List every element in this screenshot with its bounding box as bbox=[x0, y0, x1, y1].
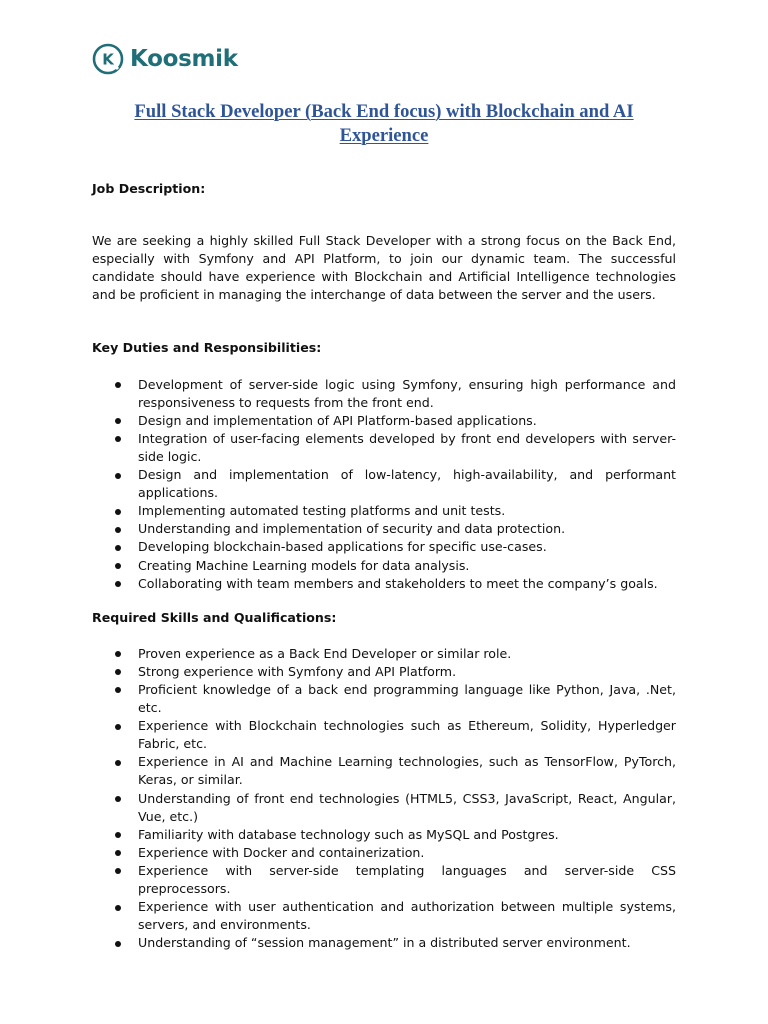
bullet-icon bbox=[115, 868, 121, 874]
list-item: Developing blockchain-based applications for specific use-cases. bbox=[92, 538, 676, 556]
list-item: Design and implementation of low-latency, high-availability, and performant applications. bbox=[92, 466, 676, 502]
brand-name: Koosmik bbox=[130, 46, 238, 72]
bullet-icon bbox=[115, 563, 121, 569]
bullet-icon bbox=[115, 760, 121, 766]
bullet-icon bbox=[115, 724, 121, 730]
list-item: Experience in AI and Machine Learning technologies, such as TensorFlow, PyTorch, Keras, or similar. bbox=[92, 753, 676, 789]
list-item: Proficient knowledge of a back end programming language like Python, Java, .Net, etc. bbox=[92, 681, 676, 717]
bullet-icon bbox=[115, 436, 121, 442]
bullet-icon bbox=[115, 687, 121, 693]
bullet-icon bbox=[115, 473, 121, 479]
bullet-icon bbox=[115, 418, 121, 424]
skills-list bbox=[92, 645, 676, 953]
list-item: Integration of user-facing elements developed by front end developers with server-side logic. bbox=[92, 430, 676, 466]
duties-heading: Key Duties and Responsibilities: bbox=[92, 340, 322, 356]
bullet-icon bbox=[115, 545, 121, 551]
koosmik-logo bbox=[92, 42, 238, 76]
bullet-icon bbox=[115, 382, 121, 388]
svg-text:K: K bbox=[102, 50, 114, 69]
skills-heading: Required Skills and Qualifications: bbox=[92, 609, 337, 625]
list-item: Development of server-side logic using Symfony, ensuring high performance and responsiveness to requests from the front end. bbox=[92, 376, 676, 412]
bullet-icon bbox=[115, 509, 121, 515]
list-item: Design and implementation of API Platform-based applications. bbox=[92, 412, 676, 430]
bullet-icon bbox=[115, 796, 121, 802]
list-item: Creating Machine Learning models for data analysis. bbox=[92, 557, 676, 575]
bullet-icon bbox=[115, 651, 121, 657]
bullet-icon bbox=[115, 850, 121, 856]
list-item: Understanding of front end technologies (HTML5, CSS3, JavaScript, React, Angular, Vue, etc.) bbox=[92, 790, 676, 826]
list-item: Experience with server-side templating languages and server-side CSS preprocessors. bbox=[92, 862, 676, 898]
list-item: Experience with Blockchain technologies such as Ethereum, Solidity, Hyperledger Fabric, etc. bbox=[92, 717, 676, 753]
list-item: Experience with user authentication and authorization between multiple systems, servers, and environments. bbox=[92, 898, 676, 934]
bullet-icon bbox=[115, 941, 121, 947]
bullet-icon bbox=[115, 581, 121, 587]
list-item: Collaborating with team members and stakeholders to meet the company’s goals. bbox=[92, 575, 676, 593]
list-item: Understanding and implementation of security and data protection. bbox=[92, 520, 676, 538]
list-item: Strong experience with Symfony and API Platform. bbox=[92, 663, 676, 681]
bullet-icon bbox=[115, 527, 121, 533]
list-item: Understanding of “session management” in a distributed server environment. bbox=[92, 934, 676, 952]
list-item: Implementing automated testing platforms and unit tests. bbox=[92, 502, 676, 520]
koosmik-logo-icon bbox=[92, 43, 124, 75]
list-item: Proven experience as a Back End Developer or similar role. bbox=[92, 645, 676, 663]
list-item: Experience with Docker and containerization. bbox=[92, 844, 676, 862]
bullet-icon bbox=[115, 669, 121, 675]
job-description-heading: Job Description: bbox=[92, 181, 206, 196]
list-item: Familiarity with database technology such as MySQL and Postgres. bbox=[92, 826, 676, 844]
job-title: Full Stack Developer (Back End focus) with Blockchain and AI Experience bbox=[134, 101, 634, 146]
bullet-icon bbox=[115, 832, 121, 838]
document-body bbox=[92, 180, 676, 952]
job-description-text: We are seeking a highly skilled Full Stack Developer with a strong focus on the Back End, especially with Symfony and API Platform, to join our dynamic team. The successful candidate should have experience with Blockchain and Artificial Intelligence technologies and be proficient in managing the interchange of data between the server and the users. bbox=[92, 233, 676, 303]
duties-list bbox=[92, 376, 676, 593]
bullet-icon bbox=[115, 905, 121, 911]
